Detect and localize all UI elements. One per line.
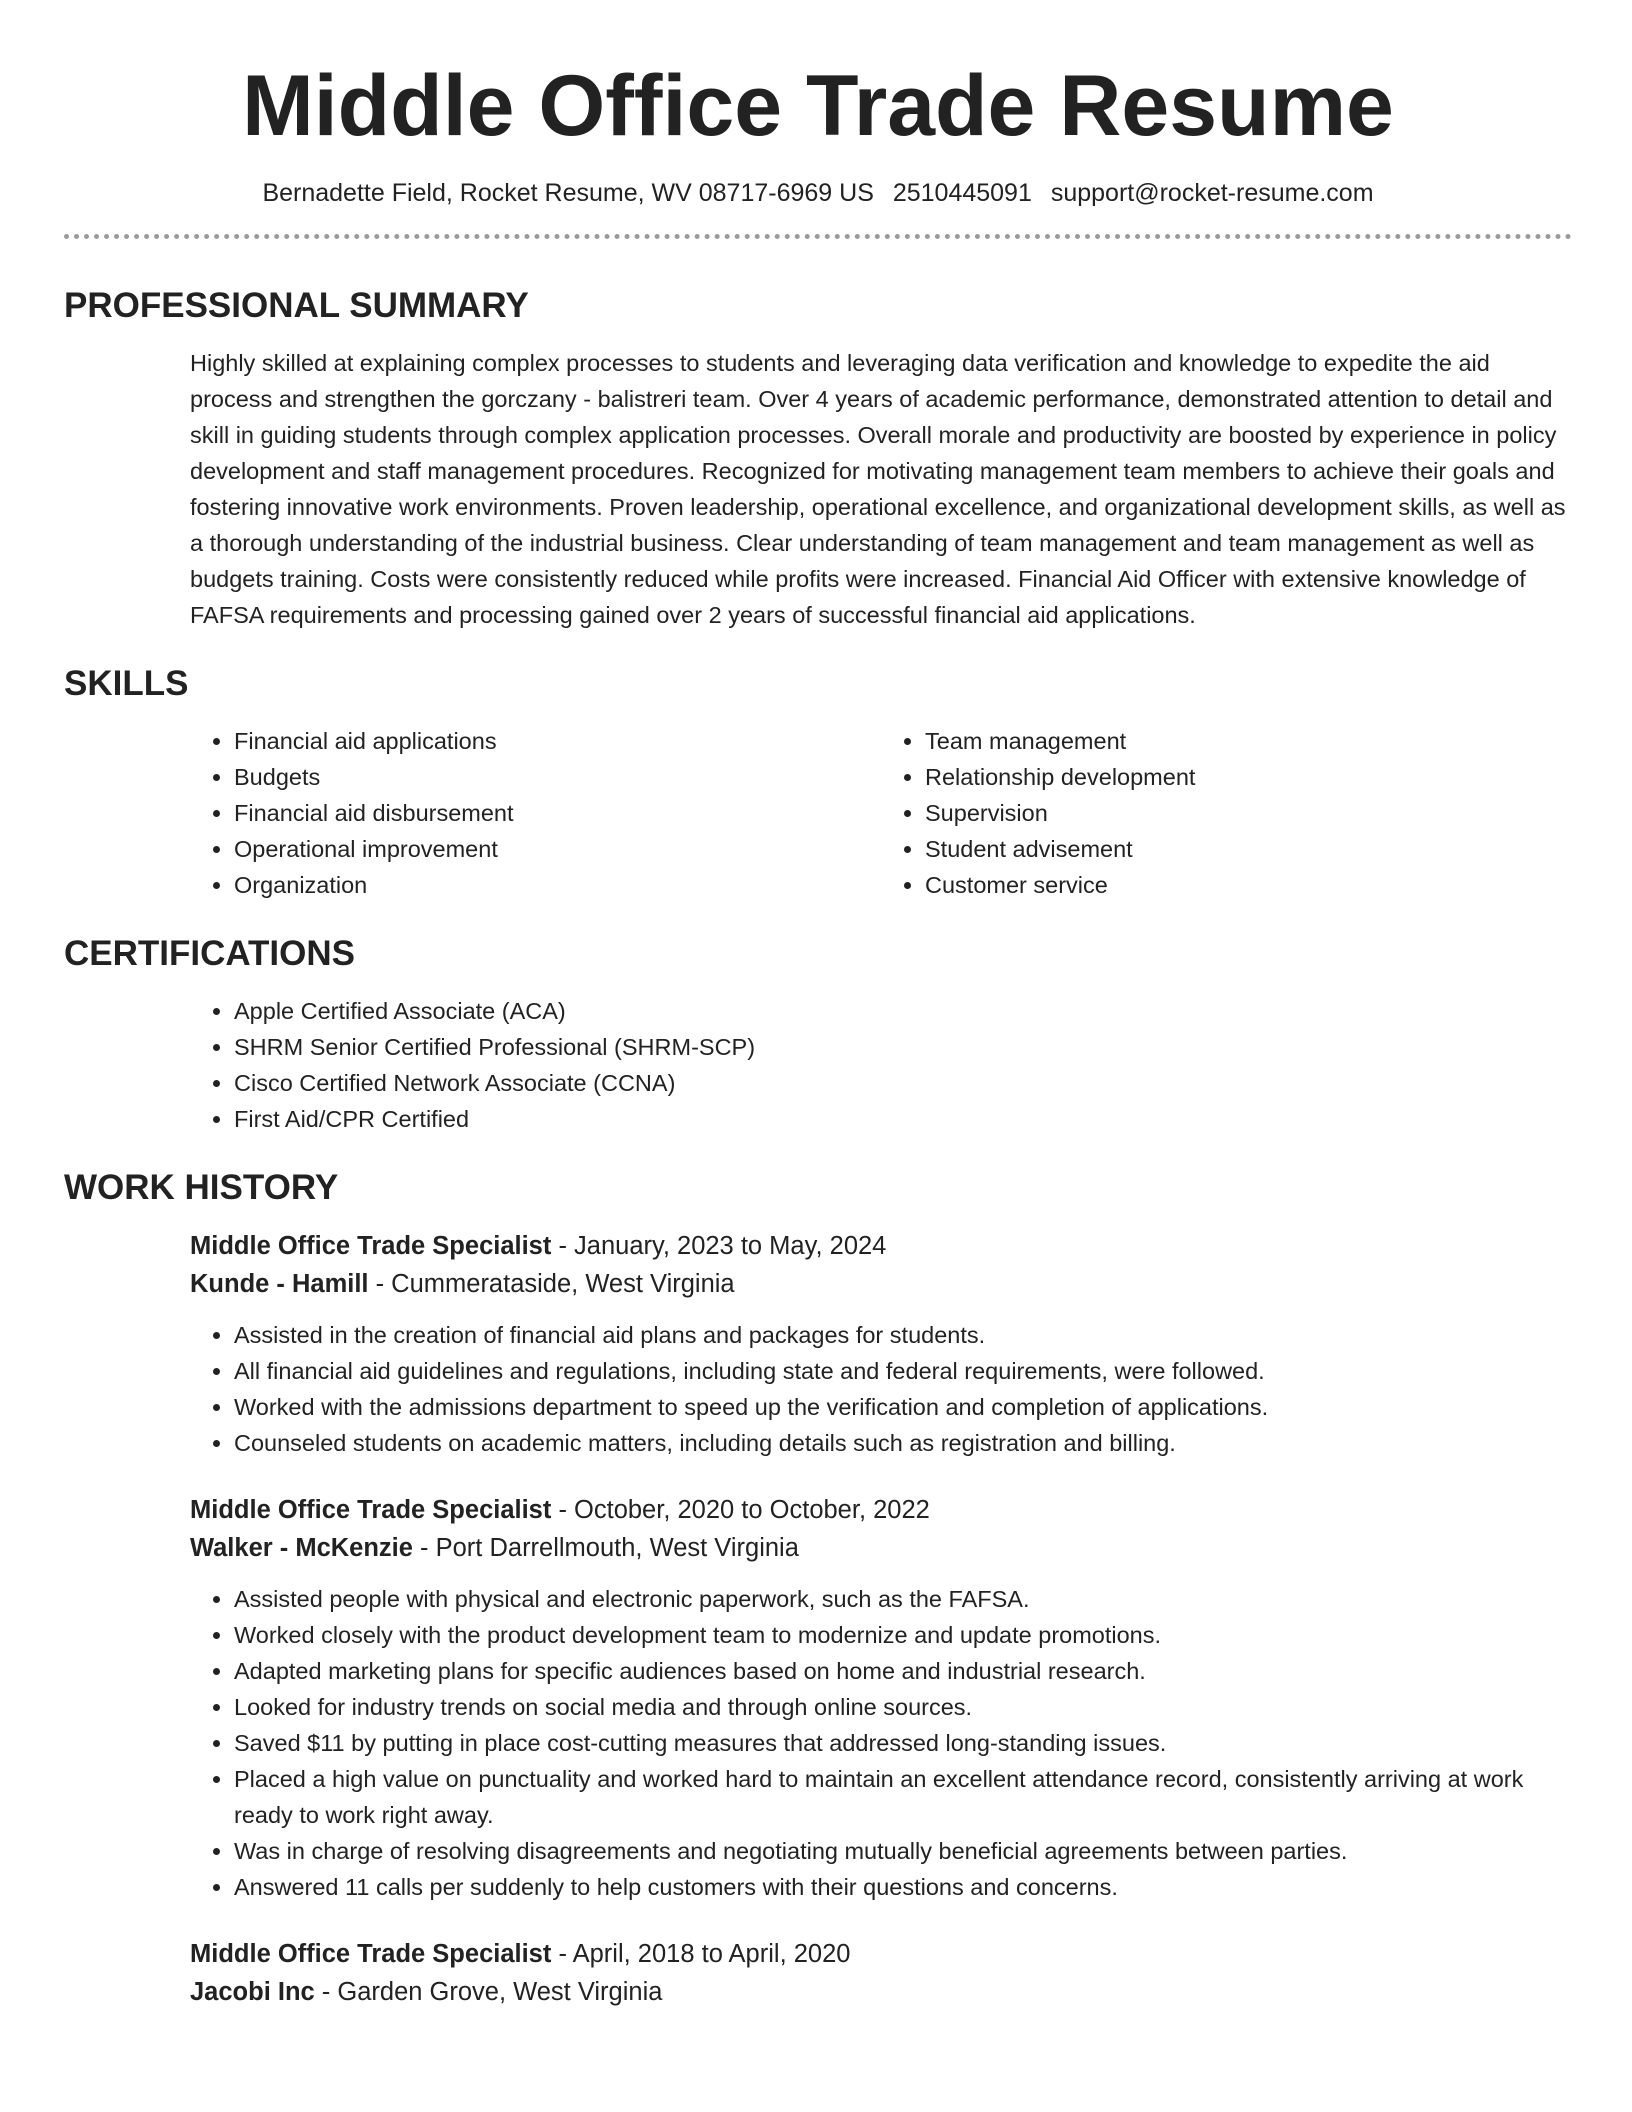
job-title: Middle Office Trade Specialist (190, 1496, 552, 1524)
job-location: - Cummerataside, West Virginia (368, 1270, 735, 1298)
summary-heading: PROFESSIONAL SUMMARY (64, 286, 529, 325)
certification-item: • Cisco Certified Network Associate (CCNA) (234, 1065, 1572, 1101)
job-entry (190, 1227, 1572, 1461)
job-company-line (190, 1265, 1572, 1303)
job-bullet: • Was in charge of resolving disagreements and negotiating mutually beneficial agreements between parties. (234, 1833, 1572, 1869)
job-dates: - January, 2023 to May, 2024 (551, 1232, 887, 1260)
job-location: - Port Darrellmouth, West Virginia (412, 1534, 799, 1562)
contact-address: Bernadette Field, Rocket Resume, WV 08717-6969 US (262, 179, 874, 207)
work-section (64, 1167, 1572, 2011)
skills-right-list (881, 723, 1572, 903)
certification-item: • Apple Certified Associate (ACA) (234, 993, 1572, 1029)
job-entry (190, 1491, 1572, 1905)
job-company: Kunde - Hamill (190, 1270, 369, 1298)
job-company: Jacobi Inc (190, 1978, 315, 2006)
certification-item: • SHRM Senior Certified Professional (SHRM-SCP) (234, 1029, 1572, 1065)
skill-item: • Relationship development (925, 759, 1572, 795)
contact-line (64, 178, 1572, 208)
job-dates: - October, 2020 to October, 2022 (551, 1496, 930, 1524)
job-bullet: • Placed a high value on punctuality and worked hard to maintain an excellent attendance record, consistently arriving at work ready to work right away. (234, 1761, 1572, 1833)
job-bullet: • Worked with the admissions department to speed up the verification and completion of applications. (234, 1389, 1572, 1425)
resume-page (64, 0, 1572, 2011)
skills-columns (190, 723, 1572, 903)
job-company-line (190, 1529, 1572, 1567)
skills-section (64, 663, 1572, 903)
contact-phone: 2510445091 (892, 179, 1032, 207)
skill-item: • Financial aid disbursement (234, 795, 881, 831)
resume-title: Middle Office Trade Resume (242, 58, 1394, 154)
job-company: Walker - McKenzie (190, 1534, 413, 1562)
job-bullet: • Adapted marketing plans for specific audiences based on home and industrial research. (234, 1653, 1572, 1689)
job-bullet: • Counseled students on academic matters, including details such as registration and billing. (234, 1425, 1572, 1461)
job-title: Middle Office Trade Specialist (190, 1232, 552, 1260)
job-bullet: • Answered 11 calls per suddenly to help customers with their questions and concerns. (234, 1869, 1572, 1905)
certifications-list (190, 993, 1572, 1137)
skill-item: • Team management (925, 723, 1572, 759)
job-title-line (190, 1935, 1572, 1973)
summary-section (64, 285, 1572, 633)
contact-email: support@rocket-resume.com (1050, 179, 1374, 207)
job-bullets (190, 1317, 1572, 1461)
job-bullets (190, 1581, 1572, 1905)
job-bullet: • Assisted people with physical and electronic paperwork, such as the FAFSA. (234, 1581, 1572, 1617)
skill-item: • Budgets (234, 759, 881, 795)
skill-item: • Supervision (925, 795, 1572, 831)
job-bullet: • All financial aid guidelines and regulations, including state and federal requirements, were followed. (234, 1353, 1572, 1389)
work-heading: WORK HISTORY (64, 1168, 339, 1207)
job-title-line (190, 1227, 1572, 1265)
job-title-line (190, 1491, 1572, 1529)
job-bullet: • Assisted in the creation of financial aid plans and packages for students. (234, 1317, 1572, 1353)
skill-item: • Customer service (925, 867, 1572, 903)
job-location: - Garden Grove, West Virginia (314, 1978, 663, 2006)
job-bullet: • Looked for industry trends on social media and through online sources. (234, 1689, 1572, 1725)
skills-heading: SKILLS (64, 664, 189, 703)
job-company-line (190, 1973, 1572, 2011)
skills-left-list (190, 723, 881, 903)
certification-item: • First Aid/CPR Certified (234, 1101, 1572, 1137)
skill-item: • Operational improvement (234, 831, 881, 867)
header-divider (64, 234, 1572, 239)
job-entry (190, 1935, 1572, 2011)
summary-text: Highly skilled at explaining complex processes to students and leveraging data verification and knowledge to expedite the aid process and strengthen the gorczany - balistreri team. Over 4 years of academic performance, demonstrated attention to detail and skill in guiding students through complex application processes. Overall morale and productivity are boosted by experience in policy development and staff management procedures. Recognized for motivating management team members to achieve their goals and fostering innovative work environments. Proven leadership, operational excellence, and organizational development skills, as well as a thorough understanding of the industrial business. Clear understanding of team management and team management as well as budgets training. Costs were consistently reduced while profits were increased. Financial Aid Officer with extensive knowledge of FAFSA requirements and processing gained over 2 years of successful financial aid applications. (190, 350, 1566, 628)
skill-item: • Financial aid applications (234, 723, 881, 759)
job-bullet: • Worked closely with the product development team to modernize and update promotions. (234, 1617, 1572, 1653)
certifications-section (64, 933, 1572, 1137)
job-dates: - April, 2018 to April, 2020 (551, 1940, 851, 1968)
skill-item: • Organization (234, 867, 881, 903)
job-bullet: • Saved $11 by putting in place cost-cutting measures that addressed long-standing issues. (234, 1725, 1572, 1761)
certifications-heading: CERTIFICATIONS (64, 934, 356, 973)
job-title: Middle Office Trade Specialist (190, 1940, 552, 1968)
skill-item: • Student advisement (925, 831, 1572, 867)
